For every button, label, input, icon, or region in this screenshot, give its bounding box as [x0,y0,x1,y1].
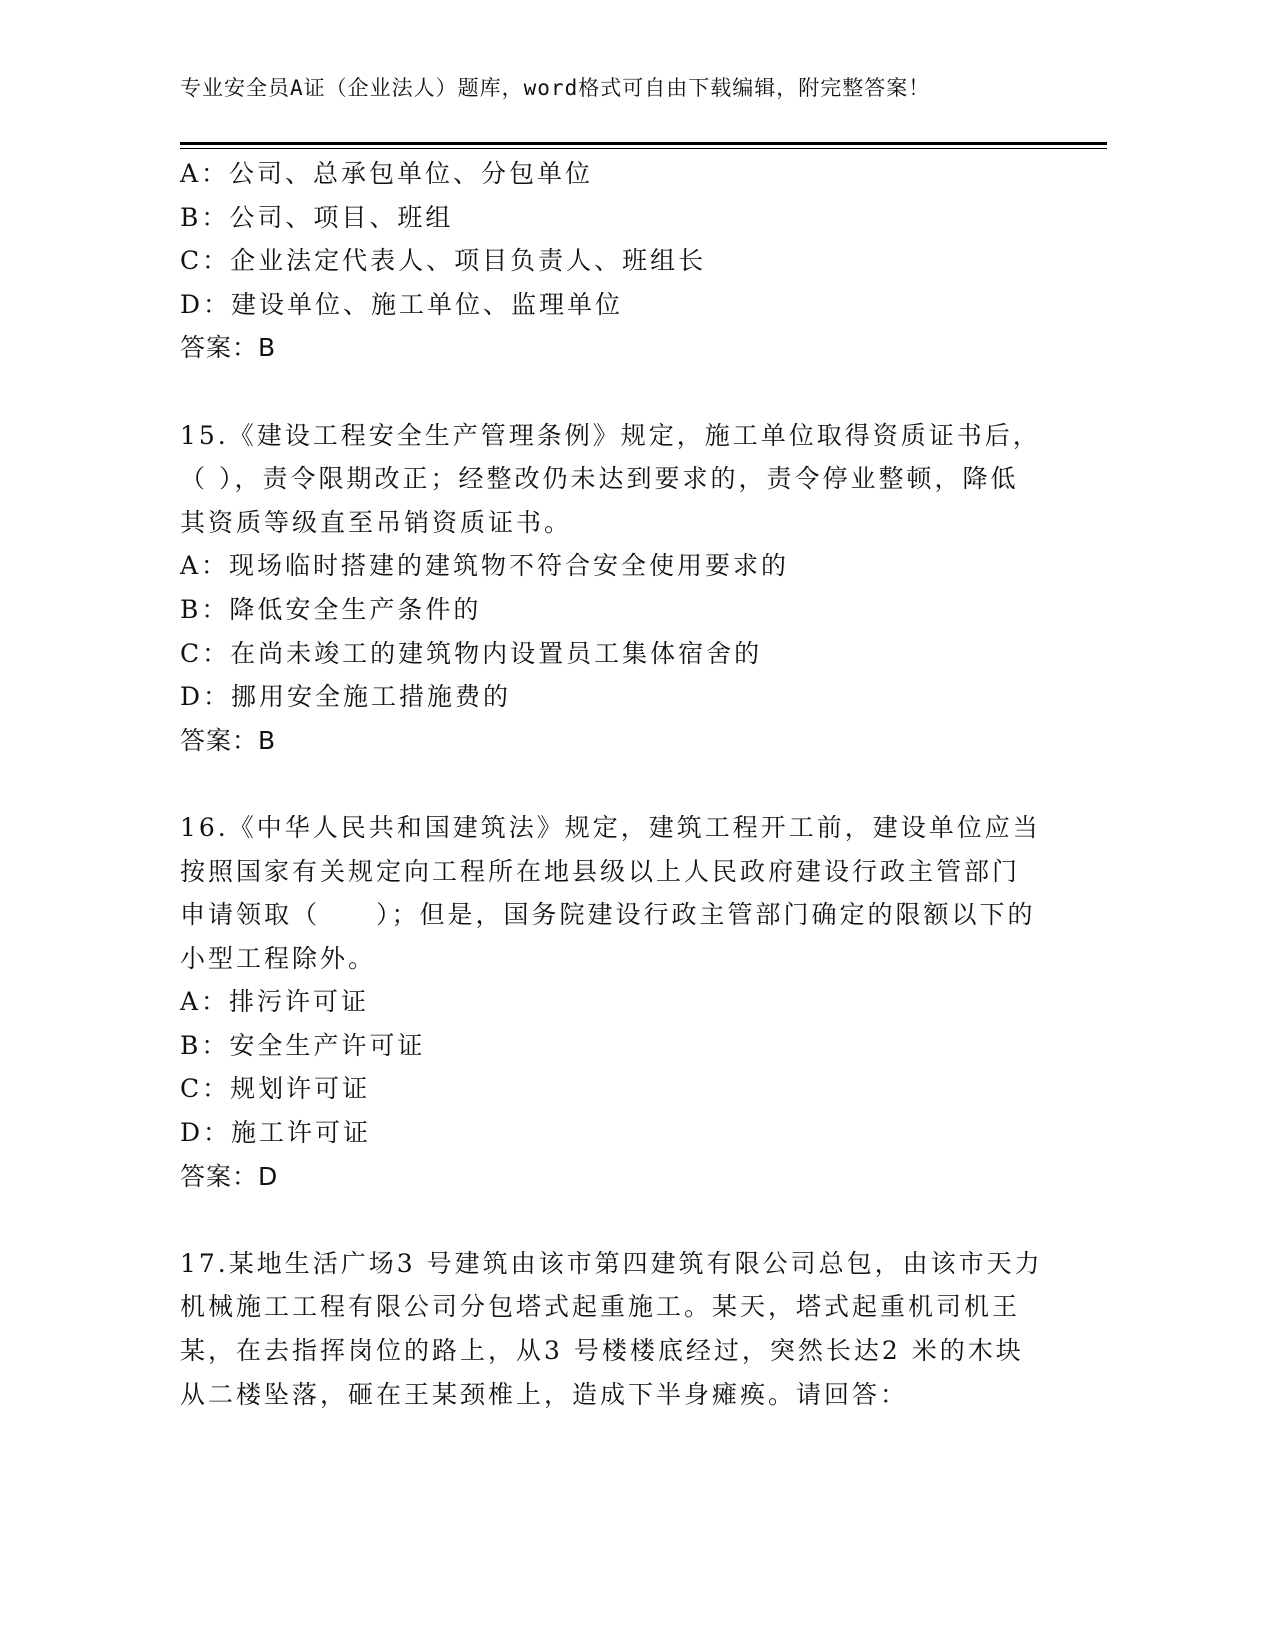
option-b: B：安全生产许可证 [180,1030,426,1060]
option-c: C：在尚未竣工的建筑物内设置员工集体宿舍的 [180,638,763,668]
option-d: D：挪用安全施工措施费的 [180,682,512,712]
question-stem-line: 16.《中华人民共和国建筑法》规定，建筑工程开工前，建设单位应当 [180,812,1041,842]
document-body [180,152,1043,1416]
answer: 答案：D [180,1161,279,1191]
answer: 答案：B [180,725,277,755]
question-14 [180,152,1040,370]
option-c: C：规划许可证 [180,1074,371,1104]
question-stem-line: 其资质等级直至吊销资质证书。 [180,507,573,537]
question-stem-line: （ ），责令限期改正；经整改仍未达到要求的，责令停业整顿，降低 [180,464,1019,494]
question-stem-line: 某，在去指挥岗位的路上，从3 号楼楼底经过，突然长达2 米的木块 [180,1336,1024,1366]
spacer [180,762,1040,806]
option-b: B：公司、项目、班组 [180,202,454,232]
page-header: 专业安全员A证（企业法人）题库，word格式可自由下载编辑，附完整答案！ [180,76,931,100]
option-a: A：排污许可证 [180,987,370,1017]
option-a: A：现场临时搭建的建筑物不符合安全使用要求的 [180,551,790,581]
question-stem-line: 从二楼坠落，砸在王某颈椎上，造成下半身瘫痪。请回答： [180,1379,909,1409]
question-stem-line: 15.《建设工程安全生产管理条例》规定，施工单位取得资质证书后， [180,420,1041,450]
question-17 [180,1242,1043,1416]
option-c: C：企业法定代表人、项目负责人、班组长 [180,246,707,276]
question-16 [180,806,1040,1198]
question-stem-line: 按照国家有关规定向工程所在地县级以上人民政府建设行政主管部门 [180,856,1021,886]
header-rule-thin [180,148,1107,149]
question-15 [180,414,1040,763]
option-a: A：公司、总承包单位、分包单位 [180,159,594,188]
spacer [180,370,1040,414]
header-rule-thick [180,142,1107,145]
answer: 答案：B [180,333,277,363]
option-b: B：降低安全生产条件的 [180,594,482,624]
option-d: D：施工许可证 [180,1118,372,1148]
question-stem-line: 小型工程除外。 [180,943,377,973]
question-stem-line: 申请领取（ ）；但是，国务院建设行政主管部门确定的限额以下的 [180,900,1036,930]
option-d: D：建设单位、施工单位、监理单位 [180,289,624,319]
question-stem-line: 机械施工工程有限公司分包塔式起重施工。某天，塔式起重机司机王 [180,1292,1021,1322]
question-stem-line: 17.某地生活广场3 号建筑由该市第四建筑有限公司总包，由该市天力 [180,1248,1043,1278]
spacer [180,1198,1040,1242]
